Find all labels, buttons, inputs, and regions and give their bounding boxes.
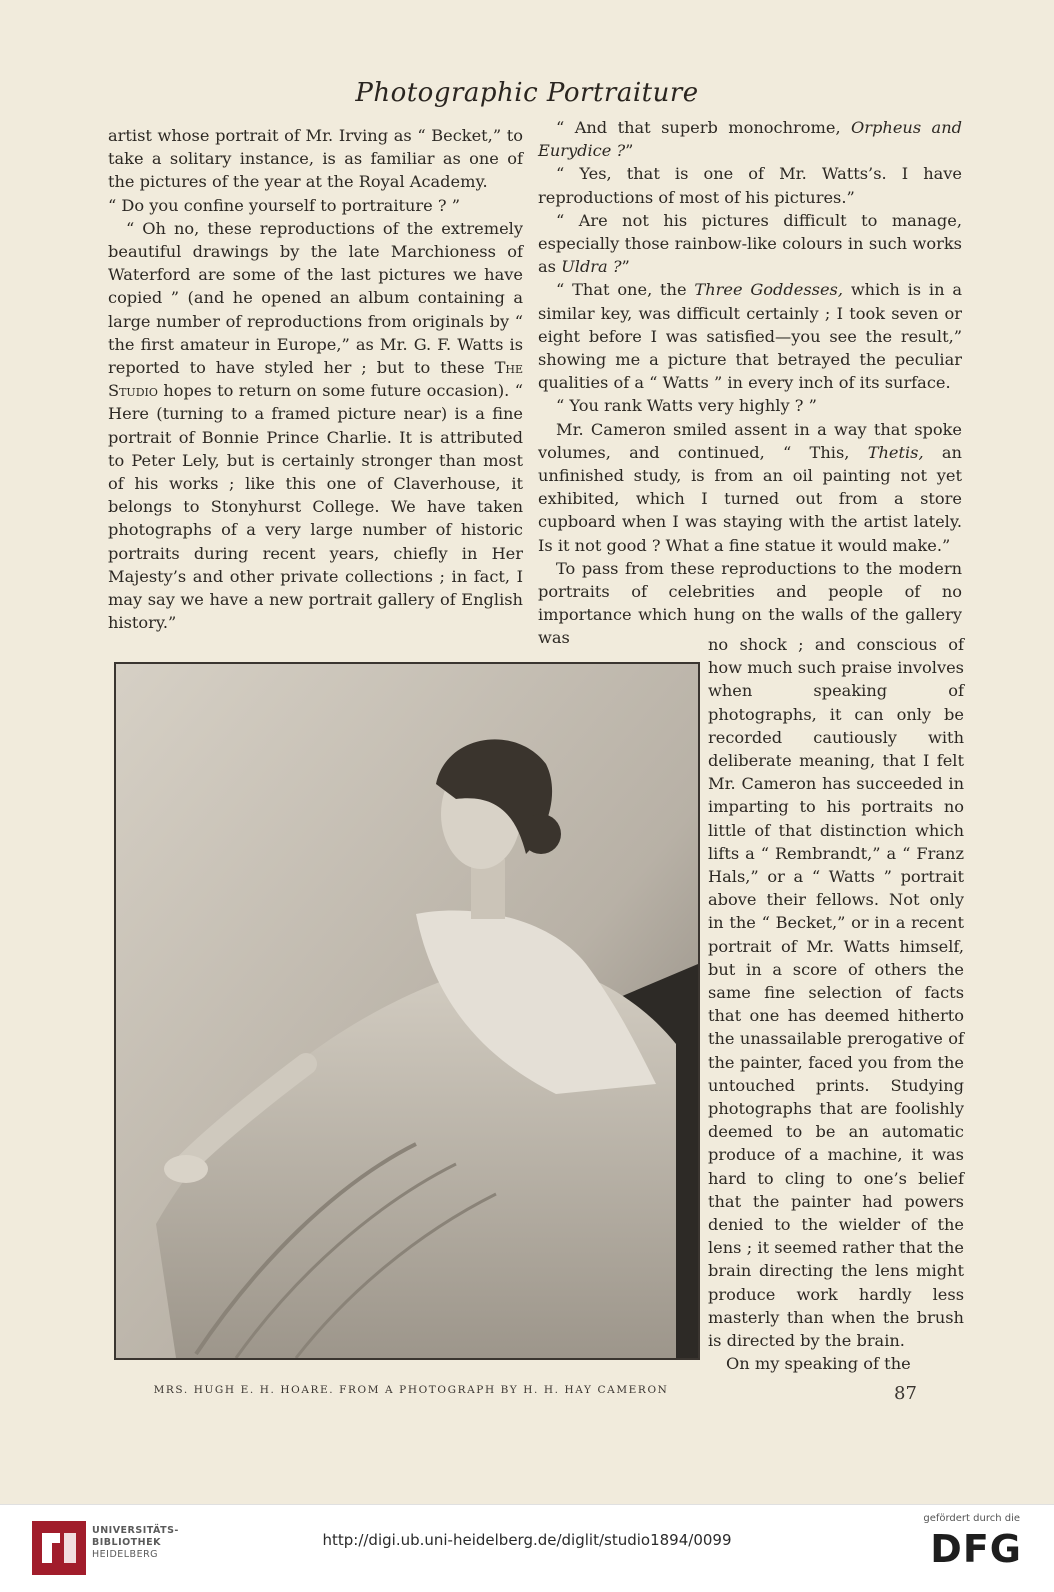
right-column	[538, 116, 962, 650]
paragraph: “ Are not his pictures difficult to manage, especially those rainbow-like colours in such works as Uldra ?”	[538, 210, 962, 277]
page-number: 87	[894, 1383, 917, 1404]
paragraph: To pass from these reproductions to the modern portraits of celebrities and people of no importance which hung on the walls of the gallery was	[538, 558, 962, 648]
digitization-footer	[0, 1504, 1054, 1592]
paragraph: “ Yes, that is one of Mr. Watts’s. I have reproductions of most of his pictures.”	[538, 164, 962, 207]
narrow-column	[708, 633, 964, 1376]
running-title: Photographic Portraiture	[355, 78, 699, 108]
paragraph: artist whose portrait of Mr. Irving as “ Becket,” to take a solitary instance, is as familiar as one of the pictures of the year at the Royal Academy.	[108, 126, 523, 192]
paragraph: “ Oh no, these reproductions of the extremely beautiful drawings by the late Marchioness of Waterford are some of the last pictures we have copied ” (and he opened an album containing a large number of reproductions from originals by “ the first amateur in Europe,” as Mr. G. F. Watts is reported to have styled her ; but to these The Studio hopes to return on some future occasion). “ Here (turning to a framed picture near) is a fine portrait of Bonnie Prince Charlie. It is attributed to Peter Lely, but is certainly stronger than most of his works ; like this one of Claverhouse, it belongs to Stonyhurst College. We have taken photographs of a very large number of historic portraits during recent years, chiefly in Her Majesty’s and other private collections ; in fact, I may say we have a new portrait gallery of English history.”	[108, 218, 523, 633]
funding-note: gefördert durch die	[923, 1513, 1020, 1524]
source-url-link[interactable]: http://digi.ub.uni-heidelberg.de/diglit/studio1894/0099	[322, 1531, 732, 1549]
university-library-name: UNIVERSITÄTS- BIBLIOTHEK HEIDELBERG	[92, 1525, 179, 1560]
paragraph: “ Do you confine yourself to portraiture ? ”	[108, 195, 460, 215]
left-column	[108, 124, 523, 634]
figure-caption: MRS. HUGH E. H. HOARE. FROM A PHOTOGRAPH BY H. H. HAY CAMERON	[153, 1384, 669, 1396]
portrait-photograph	[114, 662, 700, 1360]
paragraph: “ And that superb monochrome, Orpheus and Eurydice ?”	[538, 118, 962, 161]
paragraph: Mr. Cameron smiled assent in a way that spoke volumes, and continued, “ This, Thetis, an unfinished study, is from an oil painting not yet exhibited, which I turned out from a store cupboard when I was staying with the artist lately. Is it not good ? What a fine statue it would make.”	[538, 419, 962, 555]
paragraph: “ You rank Watts very highly ? ”	[556, 396, 817, 416]
paragraph: no shock ; and conscious of how much such praise involves when speaking of photographs, it can only be recorded cautiously with deliberate meaning, that I felt Mr. Cameron has succeeded in imparting to his portraits no little of that distinction which lifts a “ Rembrandt,” a “ Franz Hals,” or a “ Watts ” portrait above their fellows. Not only in the “ Becket,” or in a recent portrait of Mr. Watts himself, but in a score of others the same fine selection of facts that one has deemed hitherto the unassailable prerogative of the painter, faced you from the untouched prints. Studying photographs that are foolishly deemed to be an automatic produce of a machine, it was hard to cling to one’s belief that the painter had powers denied to the wielder of the lens ; it seemed rather that the brain directing the lens might produce work hardly less masterly than when the brush is directed by the brain.	[708, 635, 964, 1351]
magazine-title: The Studio	[108, 358, 523, 401]
paragraph: “ That one, the Three Goddesses, which is in a similar key, was difficult certainly ; I took seven or eight before I was satisfied—you see the result,” showing me a picture that betrayed the peculiar qualities of a “ Watts ” in every inch of its surface.	[538, 280, 963, 393]
paragraph: On my speaking of the	[726, 1354, 911, 1374]
dfg-logo: DFG	[930, 1527, 1022, 1571]
portrait-illustration	[116, 664, 698, 1358]
